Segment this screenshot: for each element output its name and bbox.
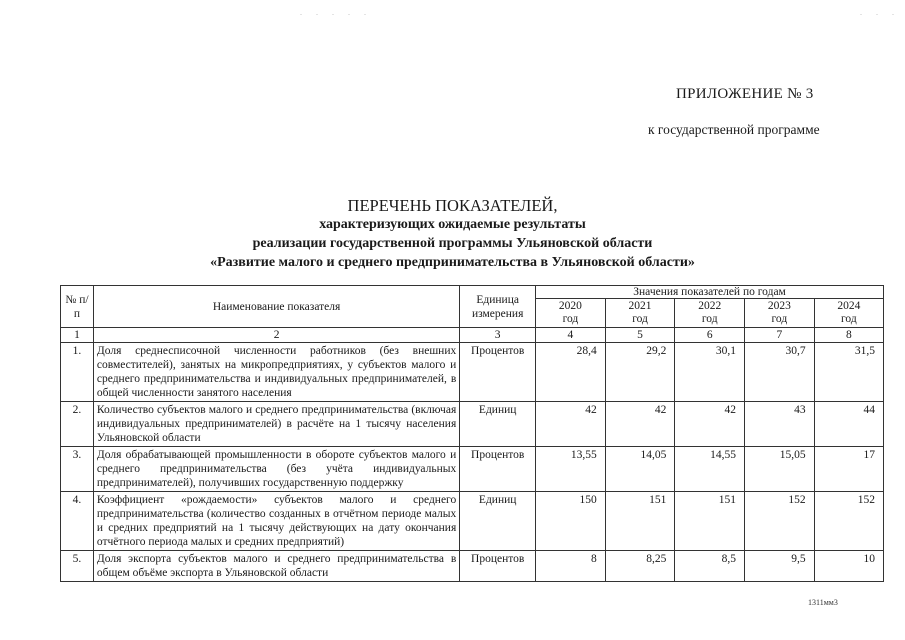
row-value: 9,5 <box>745 551 815 582</box>
table-row <box>61 343 884 402</box>
row-value: 42 <box>605 402 675 447</box>
row-value: 10 <box>814 551 883 582</box>
row-value: 13,55 <box>536 447 606 492</box>
column-index: 3 <box>460 328 536 343</box>
row-name: Коэффициент «рождаемости» субъектов малого и среднего предпринимательства (количество созданных в отчётном периоде малых и средних предприятий на 1 тысячу действующих на дату окончания отчётного периода малых и средних предприятий) <box>93 492 459 551</box>
row-value: 150 <box>536 492 606 551</box>
column-index: 8 <box>814 328 883 343</box>
scan-noise-top: . . . . . <box>300 8 372 17</box>
row-unit: Процентов <box>460 447 536 492</box>
row-num: 4. <box>61 492 94 551</box>
row-value: 8,5 <box>675 551 745 582</box>
row-value: 151 <box>675 492 745 551</box>
appendix-sublabel: к государственной программе <box>648 122 820 137</box>
document-footer-code: 1311мм3 <box>808 598 838 607</box>
row-unit: Процентов <box>460 551 536 582</box>
column-index: 5 <box>605 328 675 343</box>
table-row <box>61 402 884 447</box>
appendix-label: ПРИЛОЖЕНИЕ № 3 <box>676 86 814 102</box>
table-header-row <box>61 286 884 299</box>
header-values-group: Значения показателей по годам <box>536 286 884 299</box>
row-name: Доля среднесписочной численности работников (без внешних совместителей), занятых на микропредприятиях, у субъектов малого и среднего предпринимательства и индивидуальных предпринимателей, в общей численности занятого населения <box>93 343 459 402</box>
table-row <box>61 447 884 492</box>
column-index: 2 <box>93 328 459 343</box>
header-year: 2020 год <box>536 299 606 328</box>
column-index: 1 <box>61 328 94 343</box>
header-year: 2023 год <box>745 299 815 328</box>
row-num: 1. <box>61 343 94 402</box>
column-index-row <box>61 328 884 343</box>
row-name: Количество субъектов малого и среднего предпринимательства (включая индивидуальных предпринимателей) в расчёте на 1 тысячу населения Ульяновской области <box>93 402 459 447</box>
row-value: 44 <box>814 402 883 447</box>
row-name: Доля экспорта субъектов малого и среднего предпринимательства в общем объёме экспорта в Ульяновской области <box>93 551 459 582</box>
header-year: 2022 год <box>675 299 745 328</box>
row-unit: Процентов <box>460 343 536 402</box>
scan-noise-right: . . . <box>860 8 900 17</box>
indicators-table <box>60 285 884 582</box>
header-year: 2021 год <box>605 299 675 328</box>
table-row <box>61 492 884 551</box>
row-value: 30,1 <box>675 343 745 402</box>
row-value: 151 <box>605 492 675 551</box>
row-num: 3. <box>61 447 94 492</box>
row-value: 30,7 <box>745 343 815 402</box>
row-value: 31,5 <box>814 343 883 402</box>
row-unit: Единиц <box>460 402 536 447</box>
column-index: 6 <box>675 328 745 343</box>
row-value: 8,25 <box>605 551 675 582</box>
table-row <box>61 551 884 582</box>
row-name: Доля обрабатывающей промышленности в обороте субъектов малого и среднего предпринимательства (без учёта индивидуальных предпринимателей), получивших государственную поддержку <box>93 447 459 492</box>
header-num: № п/п <box>61 286 94 328</box>
row-value: 28,4 <box>536 343 606 402</box>
row-value: 152 <box>745 492 815 551</box>
header-unit: Единица измерения <box>460 286 536 328</box>
header-year: 2024 год <box>814 299 883 328</box>
row-value: 42 <box>675 402 745 447</box>
row-value: 152 <box>814 492 883 551</box>
row-value: 8 <box>536 551 606 582</box>
title-line-4: «Развитие малого и среднего предпринимательства в Ульяновской области» <box>210 255 695 270</box>
row-value: 14,05 <box>605 447 675 492</box>
row-value: 42 <box>536 402 606 447</box>
title-line-1: ПЕРЕЧЕНЬ ПОКАЗАТЕЛЕЙ, <box>347 196 558 215</box>
row-unit: Единиц <box>460 492 536 551</box>
header-name: Наименование показателя <box>93 286 459 328</box>
column-index: 7 <box>745 328 815 343</box>
row-value: 14,55 <box>675 447 745 492</box>
row-value: 29,2 <box>605 343 675 402</box>
row-value: 15,05 <box>745 447 815 492</box>
row-num: 5. <box>61 551 94 582</box>
row-num: 2. <box>61 402 94 447</box>
title-line-2: характеризующих ожидаемые результаты <box>319 217 586 232</box>
document-title <box>150 196 755 272</box>
row-value: 43 <box>745 402 815 447</box>
column-index: 4 <box>536 328 606 343</box>
row-value: 17 <box>814 447 883 492</box>
title-line-3: реализации государственной программы Ульяновской области <box>252 236 653 251</box>
